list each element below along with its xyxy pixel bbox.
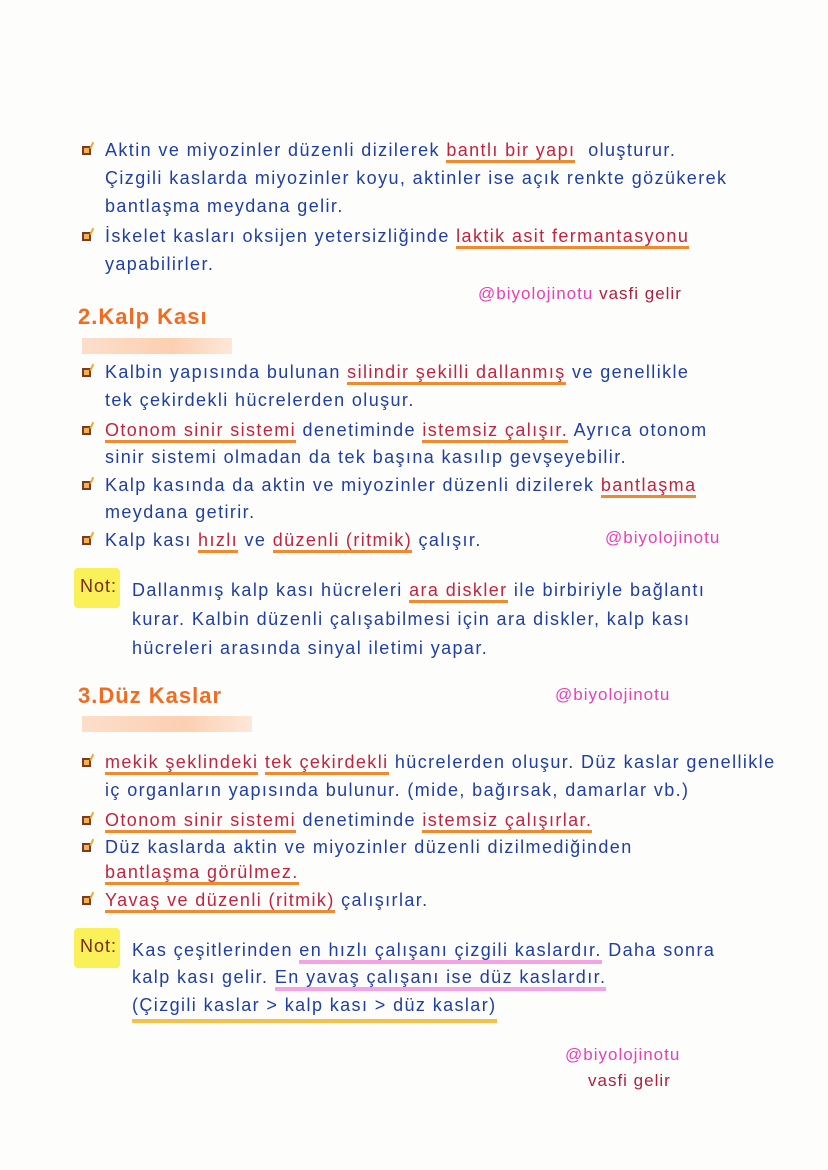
highlighted-text: En yavaş çalışanı ise düz kaslardır. [275, 967, 607, 991]
highlighted-text: Yavaş ve düzenli (ritmik) [105, 890, 335, 913]
checkbox-bullet-icon [82, 146, 91, 155]
text-segment: çalışırlar. [334, 890, 429, 910]
checkbox-bullet-icon [82, 843, 91, 852]
text-segment: sinir sistemi olmadan da tek başına kasılıp gevşeyebilir. [105, 447, 628, 467]
text-segment: hücreleri arasında sinyal iletimi yapar. [132, 638, 489, 658]
text-line [105, 886, 429, 914]
text-segment: Kalp kasında da aktin ve miyozinler düzenli dizilerek [105, 475, 601, 495]
text-line [132, 634, 488, 662]
note-label-text: Not: [80, 936, 118, 956]
text-line [132, 991, 497, 1019]
text-line [105, 498, 255, 526]
text-line [105, 250, 214, 278]
highlighted-text: bantlı bir yapı [446, 140, 575, 163]
text-segment: tek çekirdekli hücrelerden oluşur. [105, 390, 415, 410]
text-line [105, 416, 708, 444]
text-segment: iç organların yapısında bulunur. (mide, bağırsak, damarlar vb.) [105, 780, 690, 800]
highlighted-text: laktik asit fermantasyonu [456, 226, 689, 249]
watermark-handle: @biyolojinotu [478, 284, 594, 303]
note-label [80, 576, 117, 597]
text-segment: ve genellikle [565, 362, 690, 382]
text-segment: Çizgili kaslarda miyozinler koyu, aktinler ise açık renkte gözükerek [105, 168, 728, 188]
text-line [105, 776, 689, 804]
text-line [105, 136, 676, 164]
highlighted-text: bantlaşma görülmez. [105, 862, 299, 885]
text-line [132, 936, 715, 964]
text-segment: kurar. Kalbin düzenli çalışabilmesi için ara diskler, kalp kası [132, 609, 691, 629]
text-segment: kalp kası gelir. [132, 967, 275, 987]
text-line [132, 576, 705, 604]
text-segment: Düz kaslarda aktin ve miyozinler düzenli dizilmediğinden [105, 837, 633, 857]
highlighted-text: tek çekirdekli [265, 752, 389, 775]
text-line [105, 222, 689, 250]
text-line [105, 526, 482, 554]
text-line [105, 833, 633, 861]
heading-highlight [82, 338, 232, 354]
text-line [105, 858, 299, 886]
watermark-handle: @biyolojinotu [605, 528, 721, 547]
watermark [478, 284, 682, 304]
text-line [105, 192, 344, 220]
text-segment: ve [238, 530, 273, 550]
text-segment: denetiminde [296, 420, 423, 440]
text-line [132, 963, 606, 991]
text-line [105, 358, 689, 386]
text-line [105, 748, 775, 776]
text-segment: çalışır. [412, 530, 482, 550]
text-segment: Kalp kası [105, 530, 199, 550]
checkbox-bullet-icon [82, 536, 91, 545]
text-line [105, 386, 415, 414]
checkbox-bullet-icon [82, 816, 91, 825]
text-segment: Kas çeşitlerinden [132, 940, 300, 960]
checkbox-bullet-icon [82, 426, 91, 435]
text-segment: Aktin ve miyozinler düzenli dizilerek [105, 140, 447, 160]
text-line [105, 471, 696, 499]
text-line [105, 443, 627, 471]
checkbox-bullet-icon [82, 896, 91, 905]
watermark-handle: @biyolojinotu [555, 685, 671, 704]
text-segment: oluşturur. [575, 140, 677, 160]
highlighted-text: hızlı [198, 530, 238, 553]
note-label-text: Not: [80, 576, 118, 596]
text-segment: yapabilirler. [105, 254, 215, 274]
highlighted-text: istemsiz çalışırlar. [422, 810, 592, 833]
note-label [80, 936, 117, 957]
signature-name [588, 1071, 671, 1091]
watermark [555, 685, 670, 705]
highlighted-text: (Çizgili kaslar > kalp kası > düz kaslar) [132, 995, 497, 1023]
text-segment: Ayrıca otonom [568, 420, 708, 440]
text-segment: meydana getirir. [105, 502, 256, 522]
watermark [605, 528, 720, 548]
signature-name-text: vasfi gelir [588, 1071, 671, 1090]
checkbox-bullet-icon [82, 368, 91, 377]
checkbox-bullet-icon [82, 232, 91, 241]
text-segment [258, 752, 264, 772]
checkbox-bullet-icon [82, 481, 91, 490]
highlighted-text: düzenli (ritmik) [273, 530, 412, 553]
checkbox-bullet-icon [82, 758, 91, 767]
heading-kalp-kasi: 2.Kalp Kası [78, 304, 208, 329]
heading-highlight [82, 716, 252, 732]
highlighted-text: istemsiz çalışır. [422, 420, 568, 443]
highlighted-text: Otonom sinir sistemi [105, 810, 296, 833]
text-line [105, 164, 727, 192]
text-segment: Daha sonra [601, 940, 716, 960]
text-segment: Kalbin yapısında bulunan [105, 362, 348, 382]
heading-duz-kaslar: 3.Düz Kaslar [78, 683, 223, 708]
watermark-author: vasfi gelir [599, 284, 682, 303]
highlighted-text: Otonom sinir sistemi [105, 420, 296, 443]
text-segment: İskelet kasları oksijen yetersizliğinde [105, 226, 457, 246]
signature-handle-text: @biyolojinotu [565, 1045, 681, 1064]
highlighted-text: en hızlı çalışanı çizgili kaslardır. [299, 940, 602, 964]
text-line [105, 806, 592, 834]
highlighted-text: bantlaşma [601, 475, 697, 498]
highlighted-text: ara diskler [409, 580, 507, 603]
text-segment: Dallanmış kalp kası hücreleri [132, 580, 410, 600]
text-segment: denetiminde [296, 810, 423, 830]
text-segment: bantlaşma meydana gelir. [105, 196, 344, 216]
highlighted-text: silindir şekilli dallanmış [347, 362, 565, 385]
text-segment: hücrelerden oluşur. Düz kaslar genellikle [388, 752, 776, 772]
highlighted-text: mekik şeklindeki [105, 752, 258, 775]
text-line [132, 605, 690, 633]
signature-handle [565, 1045, 680, 1065]
text-segment: ile birbiriyle bağlantı [507, 580, 706, 600]
